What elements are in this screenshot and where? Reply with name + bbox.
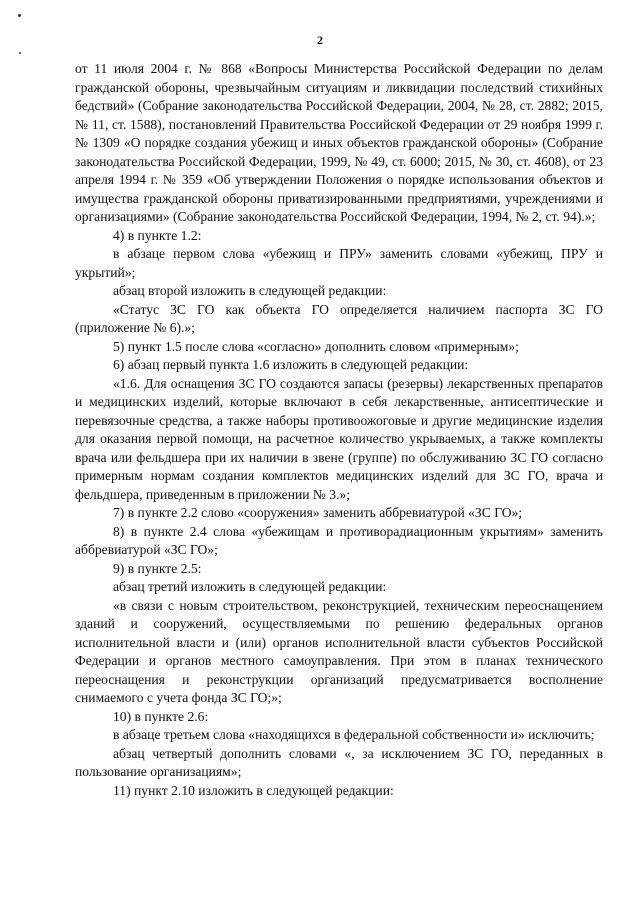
paragraph: абзац четвертый дополнить словами «, за исключением ЗС ГО, переданных в пользование организациям»; (75, 745, 603, 779)
paragraph: абзац второй изложить в следующей редакции: (113, 283, 387, 298)
paragraph: абзац третий изложить в следующей редакции: (113, 579, 387, 594)
page-number: 2 (317, 33, 323, 47)
paragraph: 8) в пункте 2.4 слова «убежищам и противорадиационным укрытиям» заменить аббревиатурой «ЗС ГО»; (75, 523, 603, 557)
scan-speck (19, 52, 21, 54)
paragraph: 5) пункт 1.5 после слова «согласно» дополнить словом «примерным»; (113, 338, 519, 354)
paragraph: 4) в пункте 1.2: (113, 227, 202, 243)
paragraph: 10) в пункте 2.6: (113, 708, 209, 724)
paragraph: в абзаце первом слова «убежищ и ПРУ» заменить словами «убежищ, ПРУ и укрытий»; (75, 246, 603, 280)
scan-speck (18, 14, 21, 17)
paragraph: 9) в пункте 2.5: (113, 560, 202, 576)
paragraph: от 11 июля 2004 г. № 868 «Вопросы Министерства Российской Федерации по делам гражданской обороны, чрезвычайным ситуациям и ликвидации последствий стихийных бедствий» (Собрание законодательства Российской Федерации, 2004, № 28, ст. 2882; 2015, № 11, ст. 1588), постановлений Правительства Российской Федерации от 29 ноября 1999 г. № 1309 «О порядке создания убежищ и иных объектов гражданской обороны» (Собрание законодательства Российской Федерации, 1999, № 49, ст. 6000; 2015, № 30, ст. 4608), от 23 апреля 1994 г. № 359 «Об утверждении Положения о порядке использования объектов и имущества гражданской обороны приватизированными предприятиями, учреждениями и организациями» (Собрание законодательства Российской Федерации, 1994, № 2, ст. 94).»; (75, 61, 603, 224)
paragraph: 11) пункт 2.10 изложить в следующей редакции: (113, 782, 394, 798)
paragraph: «1.6. Для оснащения ЗС ГО создаются запасы (резервы) лекарственных препаратов и медицинских изделий, которые включают в себя лекарственные, антисептические и перевязочные средства, а также наборы противоожоговые и другие медицинские изделия для оказания первой помощи, на расчетное количество укрываемых, а также комплекты врача или фельдшера при их наличии в звене (группе) по обслуживанию ЗС ГО согласно примерным нормам создания комплектов медицинских изделий для ЗС ГО, врача и фельдшера, приведенным в приложении № 3.»; (75, 375, 603, 502)
paragraph: в абзаце третьем слова «находящихся в федеральной собственности и» исключить; (113, 727, 595, 742)
paragraph: «Статус ЗС ГО как объекта ГО определяется наличием паспорта ЗС ГО (приложение № 6).»; (75, 301, 603, 335)
paragraph: 7) в пункте 2.2 слово «сооружения» заменить аббревиатурой «ЗС ГО»; (113, 505, 523, 520)
paragraph: «в связи с новым строительством, реконструкцией, техническим переоснащением зданий и сооружений, осуществляемыми по решению федеральных органов исполнительной власти и (или) органов исполнительной власти субъектов Российской Федерации и органов местного самоуправления. При этом в планах технического переоснащения и реконструкции организаций предусматривается восполнение снимаемого с учета фонда ЗС ГО;»; (75, 597, 603, 705)
paragraph: 6) абзац первый пункта 1.6 изложить в следующей редакции: (113, 357, 469, 372)
document-body (75, 60, 603, 800)
